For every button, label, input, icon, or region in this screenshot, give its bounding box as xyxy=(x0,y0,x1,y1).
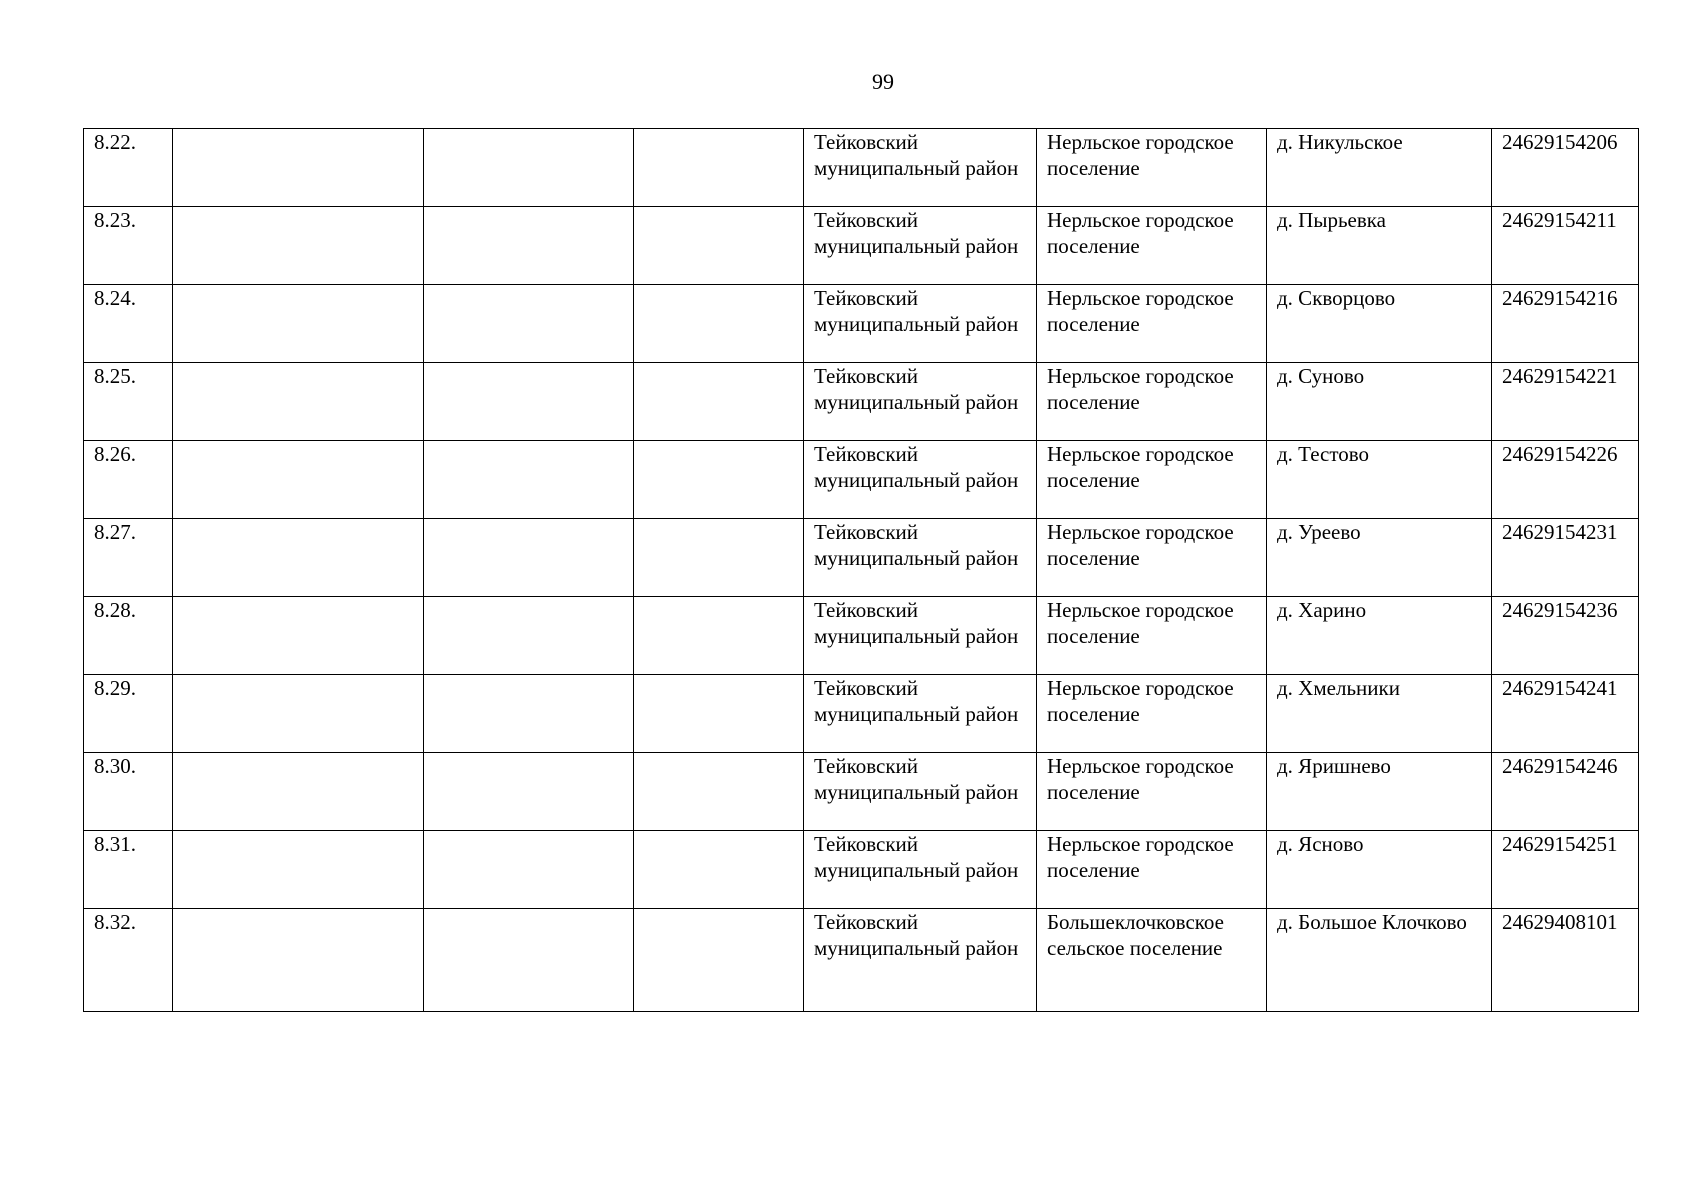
code-cell: 24629154221 xyxy=(1492,363,1639,441)
code-cell: 24629154211 xyxy=(1492,207,1639,285)
empty-cell xyxy=(634,597,804,675)
settlement-cell: Нерльское городское поселение xyxy=(1037,363,1267,441)
empty-cell xyxy=(424,207,634,285)
empty-cell xyxy=(634,519,804,597)
code-cell: 24629408101 xyxy=(1492,909,1639,1012)
settlement-cell: Нерльское городское поселение xyxy=(1037,675,1267,753)
row-number: 8.28. xyxy=(84,597,173,675)
settlement-cell: Нерльское городское поселение xyxy=(1037,285,1267,363)
empty-cell xyxy=(424,675,634,753)
table-row xyxy=(84,207,1639,285)
empty-cell xyxy=(424,753,634,831)
empty-cell xyxy=(634,207,804,285)
code-cell: 24629154206 xyxy=(1492,129,1639,207)
empty-cell xyxy=(634,129,804,207)
district-cell: Тейковский муниципальный район xyxy=(804,831,1037,909)
settlement-cell: Нерльское городское поселение xyxy=(1037,207,1267,285)
code-cell: 24629154241 xyxy=(1492,675,1639,753)
empty-cell xyxy=(424,363,634,441)
settlement-cell: Нерльское городское поселение xyxy=(1037,753,1267,831)
district-cell: Тейковский муниципальный район xyxy=(804,285,1037,363)
table-row xyxy=(84,753,1639,831)
row-number: 8.25. xyxy=(84,363,173,441)
district-cell: Тейковский муниципальный район xyxy=(804,909,1037,1012)
empty-cell xyxy=(634,441,804,519)
empty-cell xyxy=(173,441,424,519)
locality-cell: д. Пырьевка xyxy=(1267,207,1492,285)
settlement-cell: Нерльское городское поселение xyxy=(1037,441,1267,519)
district-cell: Тейковский муниципальный район xyxy=(804,675,1037,753)
locality-cell: д. Большое Клочково xyxy=(1267,909,1492,1012)
district-cell: Тейковский муниципальный район xyxy=(804,363,1037,441)
settlement-cell: Нерльское городское поселение xyxy=(1037,519,1267,597)
code-cell: 24629154231 xyxy=(1492,519,1639,597)
empty-cell xyxy=(634,909,804,1012)
settlement-cell: Нерльское городское поселение xyxy=(1037,831,1267,909)
empty-cell xyxy=(424,519,634,597)
table-row xyxy=(84,285,1639,363)
empty-cell xyxy=(173,129,424,207)
district-cell: Тейковский муниципальный район xyxy=(804,597,1037,675)
locality-cell: д. Ясново xyxy=(1267,831,1492,909)
settlement-cell: Нерльское городское поселение xyxy=(1037,129,1267,207)
row-number: 8.23. xyxy=(84,207,173,285)
empty-cell xyxy=(424,285,634,363)
code-cell: 24629154236 xyxy=(1492,597,1639,675)
empty-cell xyxy=(634,831,804,909)
locality-cell: д. Никульское xyxy=(1267,129,1492,207)
empty-cell xyxy=(424,441,634,519)
empty-cell xyxy=(424,129,634,207)
empty-cell xyxy=(173,909,424,1012)
row-number: 8.24. xyxy=(84,285,173,363)
empty-cell xyxy=(634,753,804,831)
table-body xyxy=(84,129,1639,1012)
empty-cell xyxy=(173,363,424,441)
page-number: 99 xyxy=(872,69,894,94)
code-cell: 24629154216 xyxy=(1492,285,1639,363)
empty-cell xyxy=(173,597,424,675)
row-number: 8.26. xyxy=(84,441,173,519)
settlements-table xyxy=(83,128,1639,1012)
row-number: 8.30. xyxy=(84,753,173,831)
row-number: 8.29. xyxy=(84,675,173,753)
code-cell: 24629154226 xyxy=(1492,441,1639,519)
district-cell: Тейковский муниципальный район xyxy=(804,519,1037,597)
district-cell: Тейковский муниципальный район xyxy=(804,207,1037,285)
row-number: 8.27. xyxy=(84,519,173,597)
locality-cell: д. Суново xyxy=(1267,363,1492,441)
row-number: 8.22. xyxy=(84,129,173,207)
table-row xyxy=(84,675,1639,753)
table-row xyxy=(84,129,1639,207)
empty-cell xyxy=(424,831,634,909)
empty-cell xyxy=(173,207,424,285)
empty-cell xyxy=(173,519,424,597)
row-number: 8.31. xyxy=(84,831,173,909)
district-cell: Тейковский муниципальный район xyxy=(804,129,1037,207)
empty-cell xyxy=(634,285,804,363)
table-row xyxy=(84,441,1639,519)
table-row xyxy=(84,363,1639,441)
locality-cell: д. Хмельники xyxy=(1267,675,1492,753)
empty-cell xyxy=(173,831,424,909)
code-cell: 24629154251 xyxy=(1492,831,1639,909)
empty-cell xyxy=(173,285,424,363)
locality-cell: д. Яришнево xyxy=(1267,753,1492,831)
row-number: 8.32. xyxy=(84,909,173,1012)
empty-cell xyxy=(424,909,634,1012)
table-row xyxy=(84,519,1639,597)
locality-cell: д. Уреево xyxy=(1267,519,1492,597)
empty-cell xyxy=(634,363,804,441)
district-cell: Тейковский муниципальный район xyxy=(804,753,1037,831)
empty-cell xyxy=(173,675,424,753)
locality-cell: д. Тестово xyxy=(1267,441,1492,519)
table-row xyxy=(84,909,1639,1012)
table-row xyxy=(84,831,1639,909)
code-cell: 24629154246 xyxy=(1492,753,1639,831)
empty-cell xyxy=(634,675,804,753)
empty-cell xyxy=(173,753,424,831)
settlement-cell: Нерльское городское поселение xyxy=(1037,597,1267,675)
empty-cell xyxy=(424,597,634,675)
settlement-cell: Большеклочковское сельское поселение xyxy=(1037,909,1267,1012)
locality-cell: д. Харино xyxy=(1267,597,1492,675)
district-cell: Тейковский муниципальный район xyxy=(804,441,1037,519)
locality-cell: д. Скворцово xyxy=(1267,285,1492,363)
table-row xyxy=(84,597,1639,675)
